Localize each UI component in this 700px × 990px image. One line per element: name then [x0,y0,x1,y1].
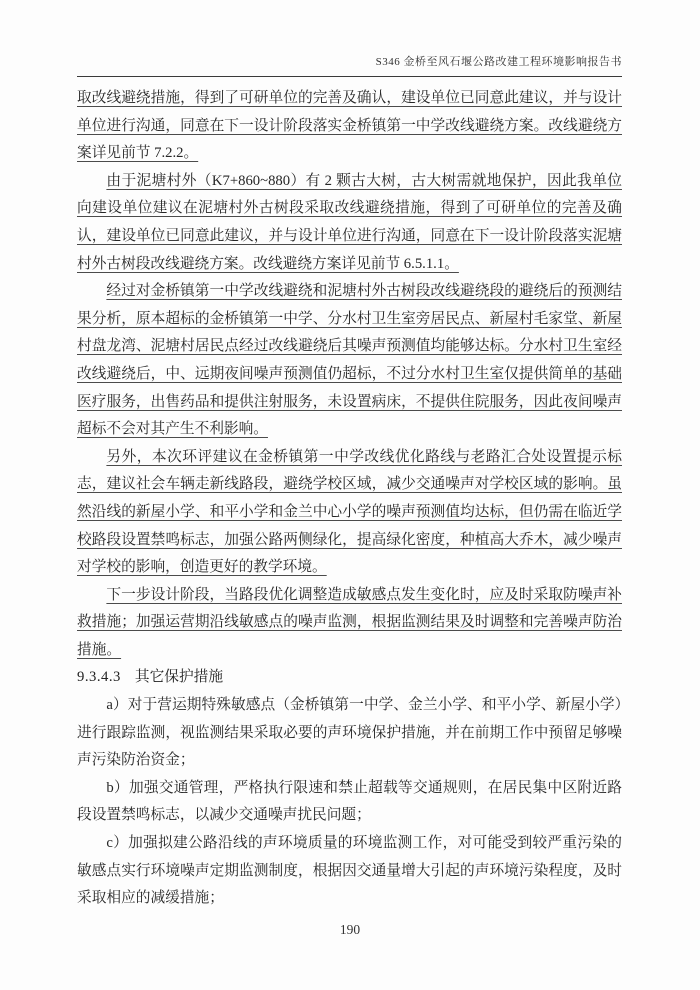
page-header [77,55,622,76]
paragraph-old-trees: 由于泥塘村外（K7+860~880）有 2 颗古大树，古大树需就地保护，因此我单位向建设单位建议在泥塘村外古树段采取改线避绕措施，得到了可研单位的完善及确认，建设单位已同意此建议，并与设计单位进行沟通，同意在下一设计阶段落实泥塘村外古树段改线避绕方案。改线避绕方案详见前节 6.5.1.1。 [77,172,622,272]
paragraph-next-design-stage: 下一步设计阶段，当路段优化调整造成敏感点发生变化时，应及时采取防噪声补救措施；加强运营期沿线敏感点的噪声监测，根据监测结果及时调整和完善噪声防治措施。 [77,586,622,658]
page-header-title: S346 金桥至风石堰公路改建工程环境影响报告书 [375,56,622,68]
page-content [77,55,622,913]
paragraph-prediction-results: 经过对金桥镇第一中学改线避绕和泥塘村外古树段改线避绕段的避绕后的预测结果分析，原本超标的金桥镇第一中学、分水村卫生室旁居民点、新屋村毛家堂、新屋村盘龙湾、泥塘村居民点经过改线避绕后其噪声预测值均能够达标。分水村卫生室经改线避绕后，中、远期夜间噪声预测值仍超标，不过分水村卫生室仅提供简单的基础医疗服务，出售药品和提供注射服务，未设置病床，不提供住院服务，因此夜间噪声超标不会对其产生不利影响。 [77,283,622,438]
paragraph-continuation: 取改线避绕措施，得到了可研单位的完善及确认，建设单位已同意此建议，并与设计单位进行沟通，同意在下一设计阶段落实金桥镇第一中学改线避绕方案。改线避绕方案详见前节 7.2.2。 [77,90,622,162]
header-rule [77,76,622,77]
list-item-c: c）加强拟建公路沿线的声环境质量的环境监测工作，对可能受到较严重污染的敏感点实行环境噪声定期监测制度，根据因交通量增大引起的声环境污染程度，及时采取相应的减缓措施； [77,835,622,907]
section-title: 其它保护措施 [134,669,224,686]
page-number: 190 [339,922,361,937]
section-heading [77,664,622,692]
paragraph-eia-suggestion: 另外，本次环评建议在金桥镇第一中学改线优化路线与老路汇合处设置提示标志，建议社会车辆走新线路段，避绕学校区域，减少交通噪声对学校区域的影响。虽然沿线的新屋小学、和平小学和金兰中心小学的噪声预测值均达标，但仍需在临近学校路段设置禁鸣标志，加强公路两侧绿化，提高绿化密度，种植高大乔木，减少噪声对学校的影响，创造更好的教学环境。 [77,448,622,576]
list-item-b: b）加强交通管理，严格执行限速和禁止超载等交通规则，在居民集中区附近路段设置禁鸣标志，以减少交通噪声扰民问题； [77,779,622,824]
document-body [77,85,622,913]
section-number: 9.3.4.3 [77,669,121,686]
page-footer [0,922,700,938]
list-item-a: a）对于营运期特殊敏感点（金桥镇第一中学、金兰小学、和平小学、新屋小学）进行跟踪监测，视监测结果采取必要的声环境保护措施，并在前期工作中预留足够噪声污染防治资金； [77,697,622,769]
